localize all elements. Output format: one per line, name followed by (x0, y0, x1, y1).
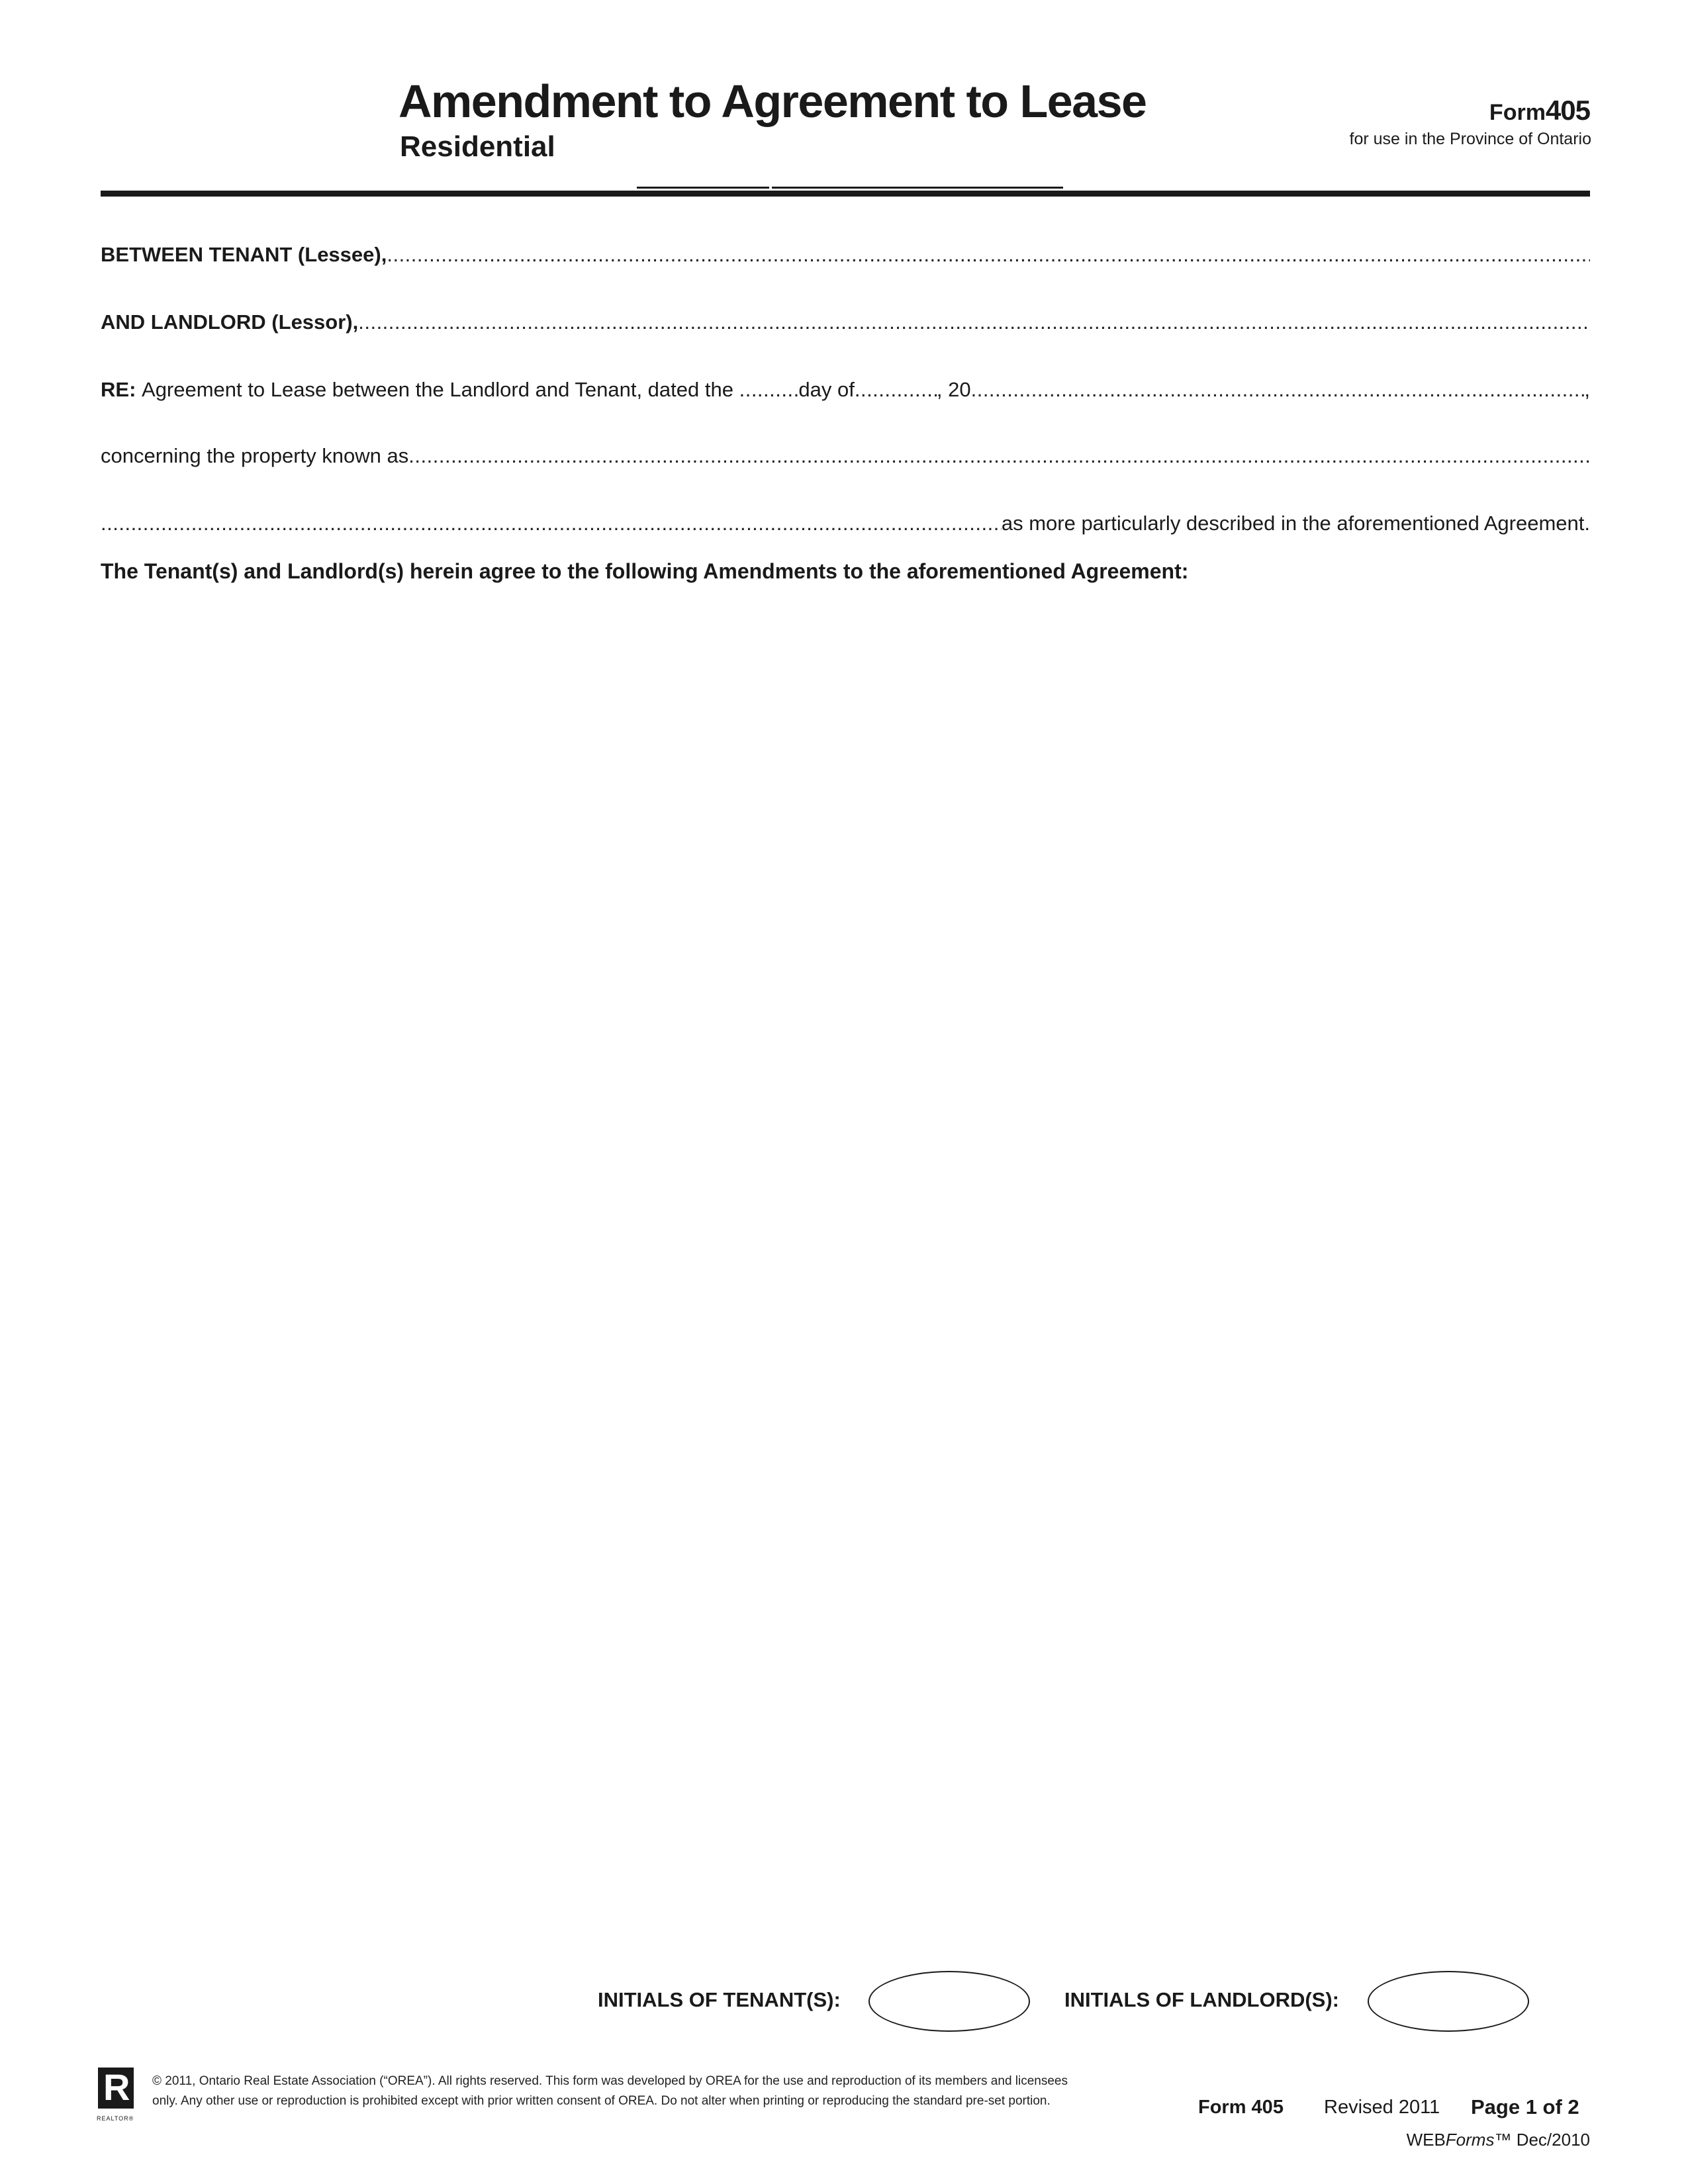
property-label: concerning the property known as (101, 445, 409, 467)
date-month-field[interactable] (855, 379, 937, 401)
amendments-heading: The Tenant(s) and Landlord(s) herein agree to the following Amendments to the aforementioned Agreement: (101, 560, 1189, 583)
copyright-line-1: © 2011, Ontario Real Estate Association (“OREA”). All rights reserved. This form was developed by OREA for the use and reproduction of its members and licensees (152, 2074, 1068, 2088)
amendments-text-area[interactable] (101, 596, 1590, 1946)
form-number (1489, 97, 1590, 124)
landlord-label: AND LANDLORD (Lessor), (101, 311, 359, 334)
header-rule-accent (637, 187, 769, 189)
header-rule-accent (772, 187, 1063, 189)
form-word: Form (1489, 100, 1546, 125)
tenant-initials-label: INITIALS OF TENANT(S): (598, 1988, 841, 2011)
re-label: RE: (101, 379, 136, 401)
tenant-label: BETWEEN TENANT (Lessee), (101, 244, 387, 266)
property-suffix: as more particularly described in the aforementioned Agreement. (1001, 512, 1590, 535)
landlord-initials-box[interactable] (1368, 1971, 1529, 2032)
property-field[interactable] (408, 445, 1590, 467)
form-subtitle: Residential (400, 130, 555, 163)
property-row-2 (101, 512, 1590, 535)
webforms-mark: WEBForms™ Dec/2010 (1406, 2130, 1590, 2150)
footer-page-number: Page 1 of 2 (1471, 2095, 1579, 2118)
landlord-field[interactable] (358, 311, 1590, 334)
day-of-label: day of (798, 379, 855, 401)
tenant-initials-box[interactable] (868, 1971, 1030, 2032)
re-text: Agreement to Lease between the Landlord and Tenant, dated the (142, 379, 733, 401)
re-row (101, 379, 1590, 401)
tenant-row (101, 244, 1590, 266)
copyright-line-2: only. Any other use or reproduction is prohibited except with prior written consent of OREA. Do not alter when printing or reproducing the standard pre-set portion. (152, 2094, 1051, 2109)
form-number-value: 405 (1545, 95, 1590, 126)
year-prefix: , 20 (936, 379, 971, 401)
property-field-2[interactable] (101, 512, 1002, 535)
copyright-notice (152, 2071, 1068, 2112)
footer-revised: Revised 2011 (1324, 2097, 1440, 2118)
landlord-initials-label: INITIALS OF LANDLORD(S): (1064, 1988, 1340, 2011)
province-note: for use in the Province of Ontario (1349, 130, 1591, 148)
date-day-field[interactable] (739, 379, 799, 401)
form-title: Amendment to Agreement to Lease (399, 75, 1147, 127)
realtor-logo-text: REALTOR® (97, 2115, 134, 2122)
landlord-row (101, 311, 1590, 334)
re-comma: , (1584, 379, 1590, 401)
date-year-field[interactable] (971, 379, 1585, 401)
tenant-field[interactable] (387, 244, 1590, 266)
property-row (101, 445, 1590, 467)
realtor-logo: R (98, 2068, 134, 2109)
header-rule (101, 191, 1590, 197)
footer-form-label: Form 405 (1198, 2097, 1284, 2118)
